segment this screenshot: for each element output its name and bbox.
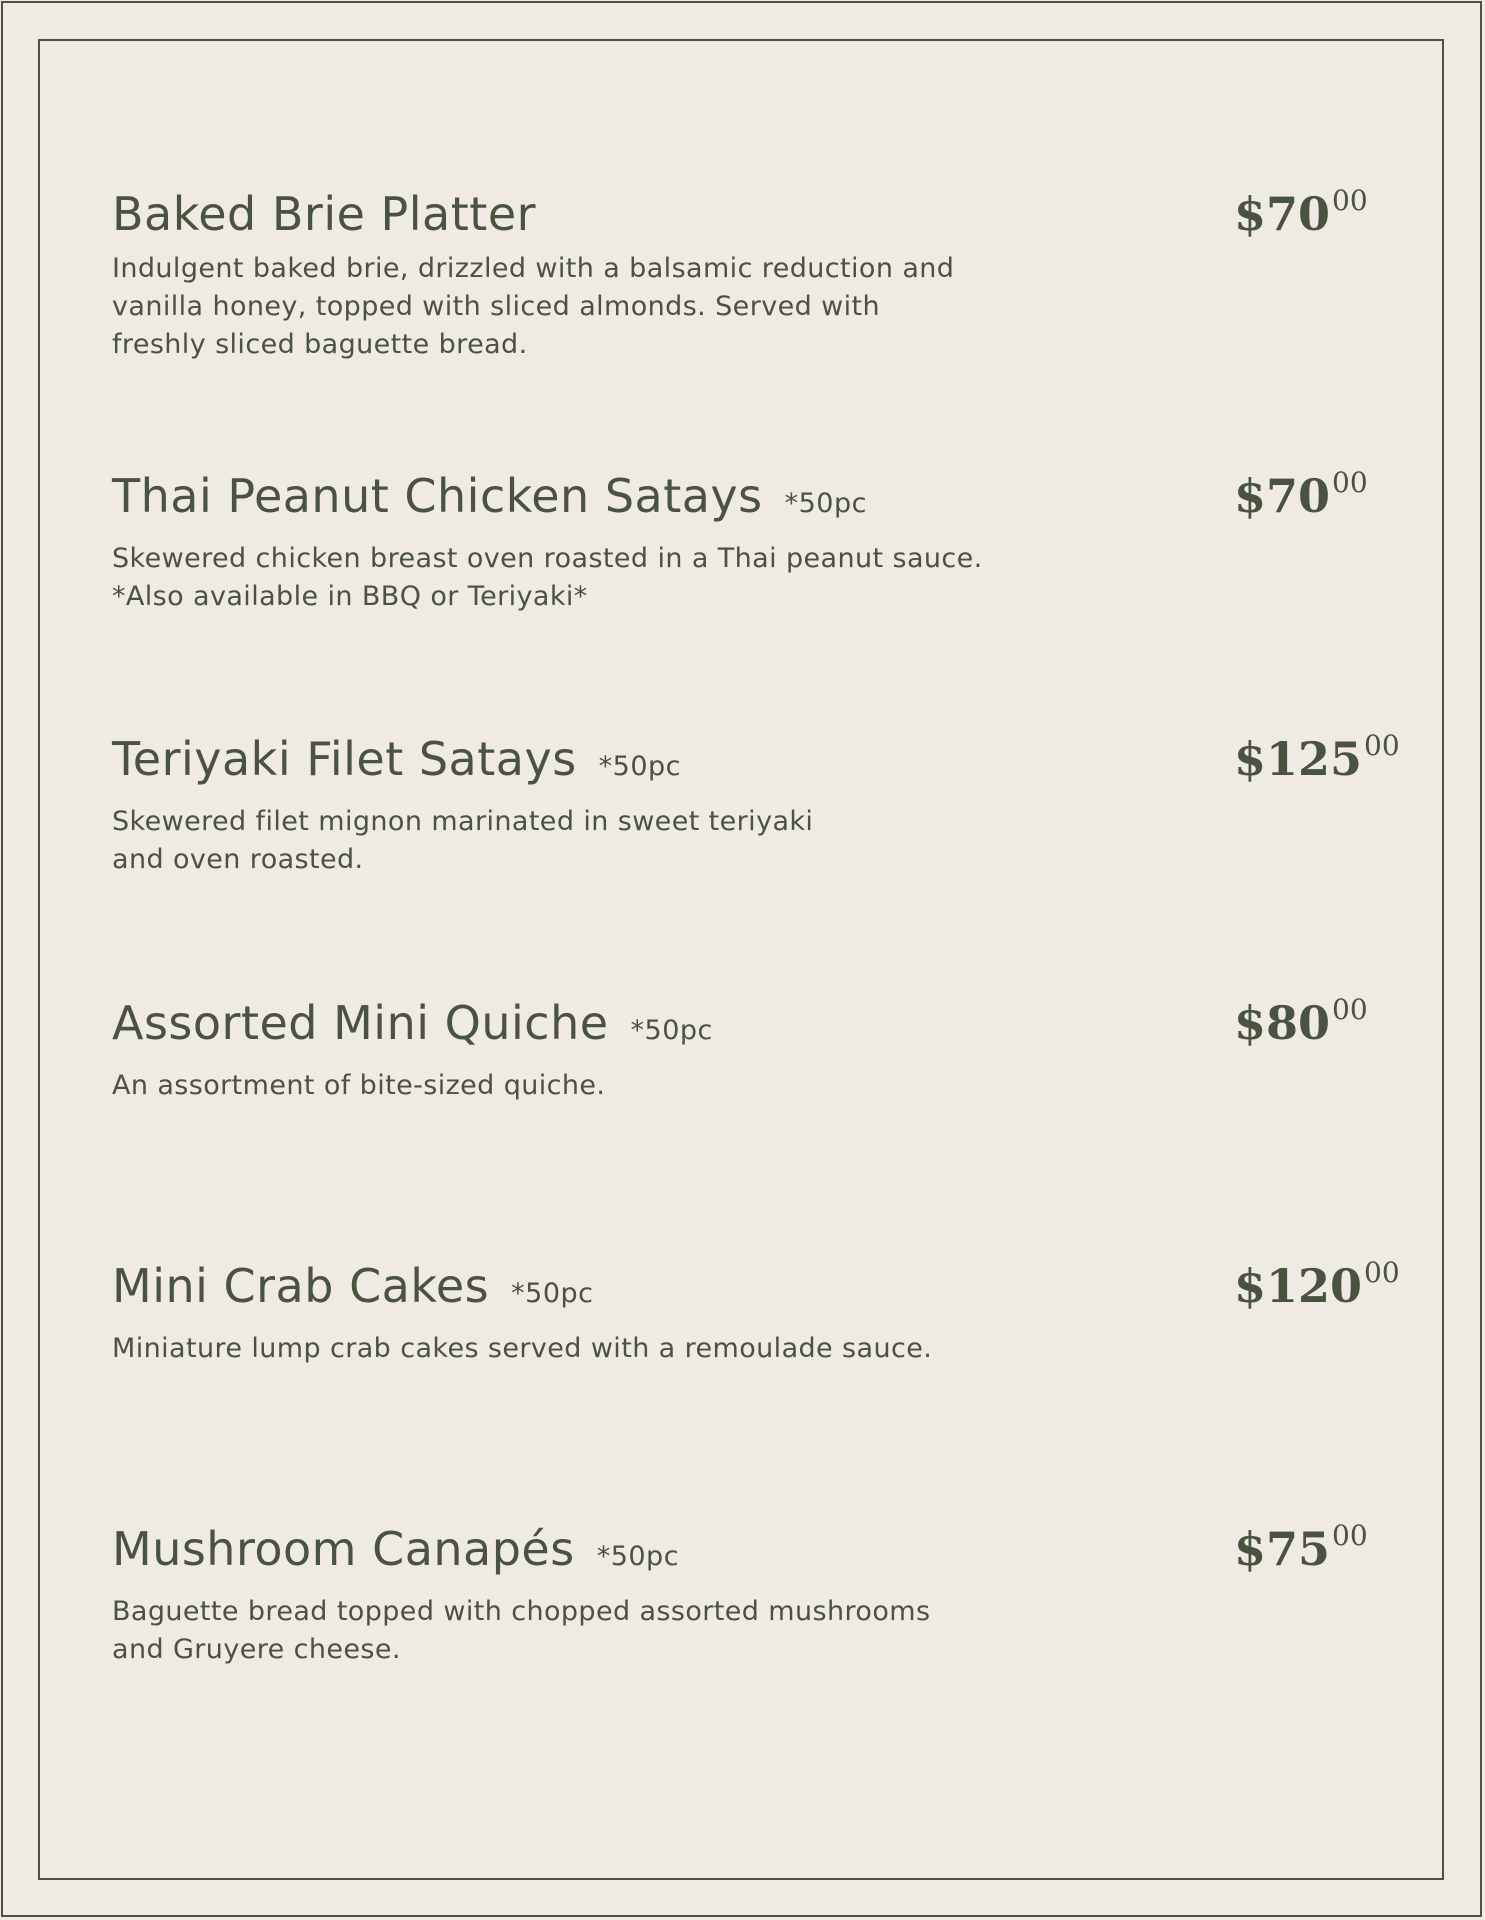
item-quantity: *50pc bbox=[596, 1541, 680, 1572]
price-whole: $125 bbox=[1234, 732, 1363, 786]
item-title-text: Teriyaki Filet Satays bbox=[112, 732, 577, 786]
item-price bbox=[1234, 465, 1368, 524]
price-whole: $70 bbox=[1234, 187, 1331, 241]
item-quantity: *50pc bbox=[511, 1278, 594, 1309]
item-quantity: *50pc bbox=[784, 488, 867, 519]
price-whole: $80 bbox=[1234, 996, 1331, 1050]
price-whole: $120 bbox=[1234, 1259, 1363, 1313]
item-title-text: Assorted Mini Quiche bbox=[112, 996, 609, 1050]
item-description: Baguette bread topped with chopped assorted mushrooms and Gruyere cheese. bbox=[112, 1596, 931, 1665]
price-cents: 00 bbox=[1364, 728, 1400, 762]
price-whole: $75 bbox=[1234, 1522, 1331, 1576]
item-title bbox=[112, 1255, 1402, 1322]
item-price bbox=[1234, 728, 1400, 787]
item-title bbox=[112, 465, 1402, 532]
item-title bbox=[112, 183, 1402, 242]
item-description: Miniature lump crab cakes served with a remoulade sauce. bbox=[112, 1333, 933, 1364]
price-cents: 00 bbox=[1332, 465, 1368, 499]
item-description: An assortment of bite-sized quiche. bbox=[112, 1070, 606, 1101]
menu-item-mini-quiche bbox=[112, 992, 1402, 1105]
item-title-text: Mushroom Canapés bbox=[112, 1522, 575, 1576]
price-cents: 00 bbox=[1332, 183, 1368, 217]
item-description: Indulgent baked brie, drizzled with a balsamic reduction and vanilla honey, topped with sliced almonds. Served with freshly sliced baguette bread. bbox=[112, 253, 955, 360]
menu-item-teriyaki-filet bbox=[112, 728, 1402, 879]
item-title-text: Thai Peanut Chicken Satays bbox=[112, 469, 763, 523]
menu-item-thai-peanut-chicken bbox=[112, 465, 1402, 616]
item-title bbox=[112, 1518, 1402, 1585]
item-price bbox=[1234, 1518, 1368, 1577]
item-price bbox=[1234, 183, 1368, 242]
item-title bbox=[112, 728, 1402, 795]
price-cents: 00 bbox=[1332, 1518, 1368, 1552]
price-cents: 00 bbox=[1332, 992, 1368, 1026]
item-title bbox=[112, 992, 1402, 1059]
price-whole: $70 bbox=[1234, 469, 1331, 523]
item-description: Skewered filet mignon marinated in sweet teriyaki and oven roasted. bbox=[112, 806, 814, 875]
menu-item-baked-brie bbox=[112, 183, 1402, 364]
item-description: Skewered chicken breast oven roasted in a Thai peanut sauce. *Also available in BBQ or Teriyaki* bbox=[112, 543, 983, 612]
item-title-text: Baked Brie Platter bbox=[112, 187, 537, 241]
item-price bbox=[1234, 1255, 1400, 1314]
menu-item-mini-crab-cakes bbox=[112, 1255, 1402, 1368]
item-quantity: *50pc bbox=[630, 1015, 713, 1046]
item-price bbox=[1234, 992, 1368, 1051]
price-cents: 00 bbox=[1364, 1255, 1400, 1289]
item-quantity: *50pc bbox=[598, 751, 682, 782]
item-title-text: Mini Crab Cakes bbox=[112, 1259, 490, 1313]
menu-item-mushroom-canapes bbox=[112, 1518, 1402, 1669]
